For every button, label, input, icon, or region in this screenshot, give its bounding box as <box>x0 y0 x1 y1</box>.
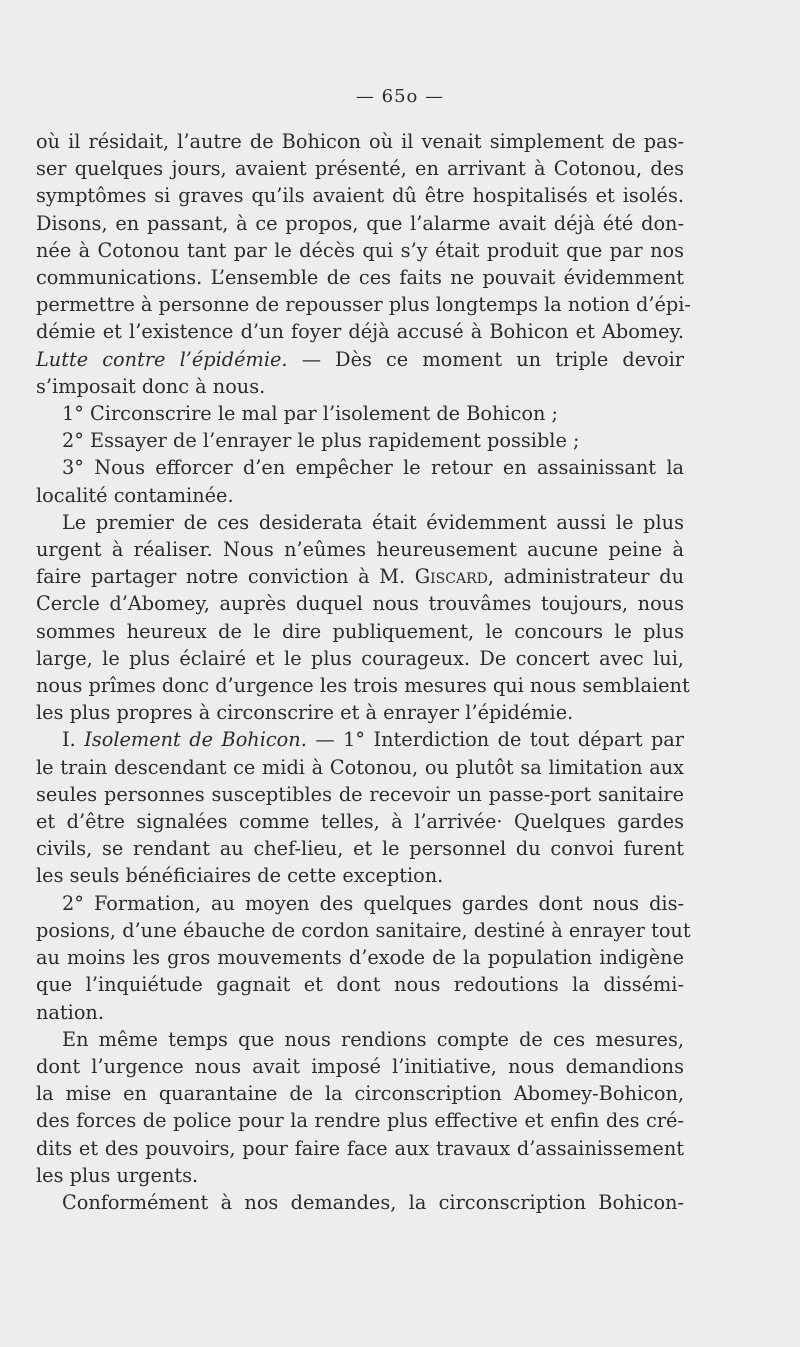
text-line <box>36 645 684 672</box>
line-text: seules personnes susceptibles de recevoir un passe-port sanitaire <box>36 782 684 806</box>
text-line <box>36 1107 684 1134</box>
line-text: — Dès ce moment un triple devoir <box>287 347 685 371</box>
text-line <box>36 563 684 590</box>
line-text: démie et l’existence d’un foyer déjà accusé à Bohicon et Abomey. <box>36 320 684 344</box>
text-line <box>36 536 684 563</box>
text-line <box>36 400 684 427</box>
line-text: ser quelques jours, avaient présenté, en arrivant à Cotonou, des <box>36 157 684 181</box>
text-line <box>36 373 684 400</box>
text-line <box>36 318 684 345</box>
line-text: le train descendant ce midi à Cotonou, ou plutôt sa limitation aux <box>36 755 684 779</box>
text-line <box>36 454 684 481</box>
line-text: nous prîmes donc d’urgence les trois mesures qui nous semblaient <box>36 674 690 698</box>
text-line <box>36 155 684 182</box>
body-text <box>36 128 691 1216</box>
line-text: urgent à réaliser. Nous n’eûmes heureusement aucune peine à <box>36 538 684 562</box>
text-line <box>36 754 684 781</box>
text-line <box>36 781 684 808</box>
text-line <box>36 264 684 291</box>
line-text: s’imposait donc à nous. <box>36 374 266 398</box>
text-line <box>36 509 684 536</box>
line-text: symptômes si graves qu’ils avaient dû être hospitalisés et isolés. <box>36 184 684 208</box>
text-line <box>36 944 684 971</box>
text-line <box>36 699 684 726</box>
text-line <box>36 482 684 509</box>
text-line <box>36 291 691 318</box>
section-heading: Isolement de Bohicon. <box>84 728 307 752</box>
line-text: 2° Essayer de l’enrayer le plus rapidement possible ; <box>62 429 580 453</box>
text-line <box>36 835 684 862</box>
text-line <box>36 237 684 264</box>
line-text: et d’être signalées comme telles, à l’arrivée· Quelques gardes <box>36 810 684 834</box>
text-line <box>36 672 690 699</box>
line-text: nation. <box>36 1000 104 1024</box>
text-line <box>36 1135 684 1162</box>
text-line <box>36 862 684 889</box>
text-line <box>36 1080 684 1107</box>
text-line <box>36 427 684 454</box>
line-text: localité contaminée. <box>36 483 234 507</box>
line-text: où il résidait, l’autre de Bohicon où il venait simplement de pas- <box>36 130 684 153</box>
line-text: la mise en quarantaine de la circonscription Abomey-Bohicon, <box>36 1082 684 1106</box>
line-text: large, le plus éclairé et le plus courageux. De concert avec lui, <box>36 646 684 670</box>
line-text: les plus urgents. <box>36 1163 199 1187</box>
line-text: permettre à personne de repousser plus longtemps la notion d’épi- <box>36 293 691 317</box>
person-name: Giscard <box>414 565 488 589</box>
text-line <box>36 1162 684 1189</box>
text-line <box>36 590 684 617</box>
line-text: , administrateur du <box>487 565 684 589</box>
text-line <box>36 1026 684 1053</box>
text-line <box>36 890 684 917</box>
line-text: communications. L’ensemble de ces faits ne pouvait évidemment <box>36 266 684 290</box>
text-line <box>36 1053 684 1080</box>
text-line <box>36 346 684 373</box>
line-text: Disons, en passant, à ce propos, que l’alarme avait déjà été don- <box>36 211 684 235</box>
line-text: que l’inquiétude gagnait et dont nous redoutions la dissémi- <box>36 973 684 997</box>
page-number: — 65o — <box>355 86 445 107</box>
line-text: au moins les gros mouvements d’exode de la population indigène <box>36 946 684 970</box>
text-line <box>36 618 684 645</box>
section-heading: Lutte contre l’épidémie. <box>36 347 288 371</box>
line-text: les plus propres à circonscrire et à enrayer l’épidémie. <box>36 701 574 725</box>
line-text: Cercle d’Abomey, auprès duquel nous trouvâmes toujours, nous <box>36 592 684 616</box>
line-text: civils, se rendant au chef-lieu, et le personnel du convoi furent <box>36 837 684 861</box>
text-line <box>36 210 684 237</box>
text-line <box>36 999 684 1026</box>
section-number: I. <box>62 728 85 752</box>
text-line <box>36 1189 684 1216</box>
line-text: — 1° Interdiction de tout départ par <box>306 728 684 752</box>
line-text: 1° Circonscrire le mal par l’isolement de Bohicon ; <box>62 402 559 426</box>
text-line <box>36 971 684 998</box>
text-line <box>36 182 684 209</box>
line-text: née à Cotonou tant par le décès qui s’y était produit que par nos <box>36 238 684 262</box>
line-text: Le premier de ces desiderata était évidemment aussi le plus <box>62 510 684 534</box>
text-line <box>36 726 684 753</box>
line-text: les seuls bénéficiaires de cette exception. <box>36 864 444 888</box>
text-line <box>36 128 684 155</box>
line-text: faire partager notre conviction à M. <box>36 565 415 589</box>
line-text: sommes heureux de le dire publiquement, le concours le plus <box>36 619 684 643</box>
line-text: Conformément à nos demandes, la circonscription Bohicon- <box>62 1190 684 1214</box>
line-text: dits et des pouvoirs, pour faire face aux travaux d’assainissement <box>36 1136 684 1160</box>
line-text: posions, d’une ébauche de cordon sanitaire, destiné à enrayer tout <box>36 918 691 942</box>
line-text: 2° Formation, au moyen des quelques gardes dont nous dis- <box>62 891 684 915</box>
line-text: des forces de police pour la rendre plus effective et enfin des cré- <box>36 1109 684 1133</box>
line-text: 3° Nous efforcer d’en empêcher le retour en assainissant la <box>62 456 684 480</box>
line-text: En même temps que nous rendions compte de ces mesures, <box>62 1027 684 1051</box>
line-text: dont l’urgence nous avait imposé l’initiative, nous demandions <box>36 1054 684 1078</box>
text-line <box>36 917 691 944</box>
text-line <box>36 808 684 835</box>
